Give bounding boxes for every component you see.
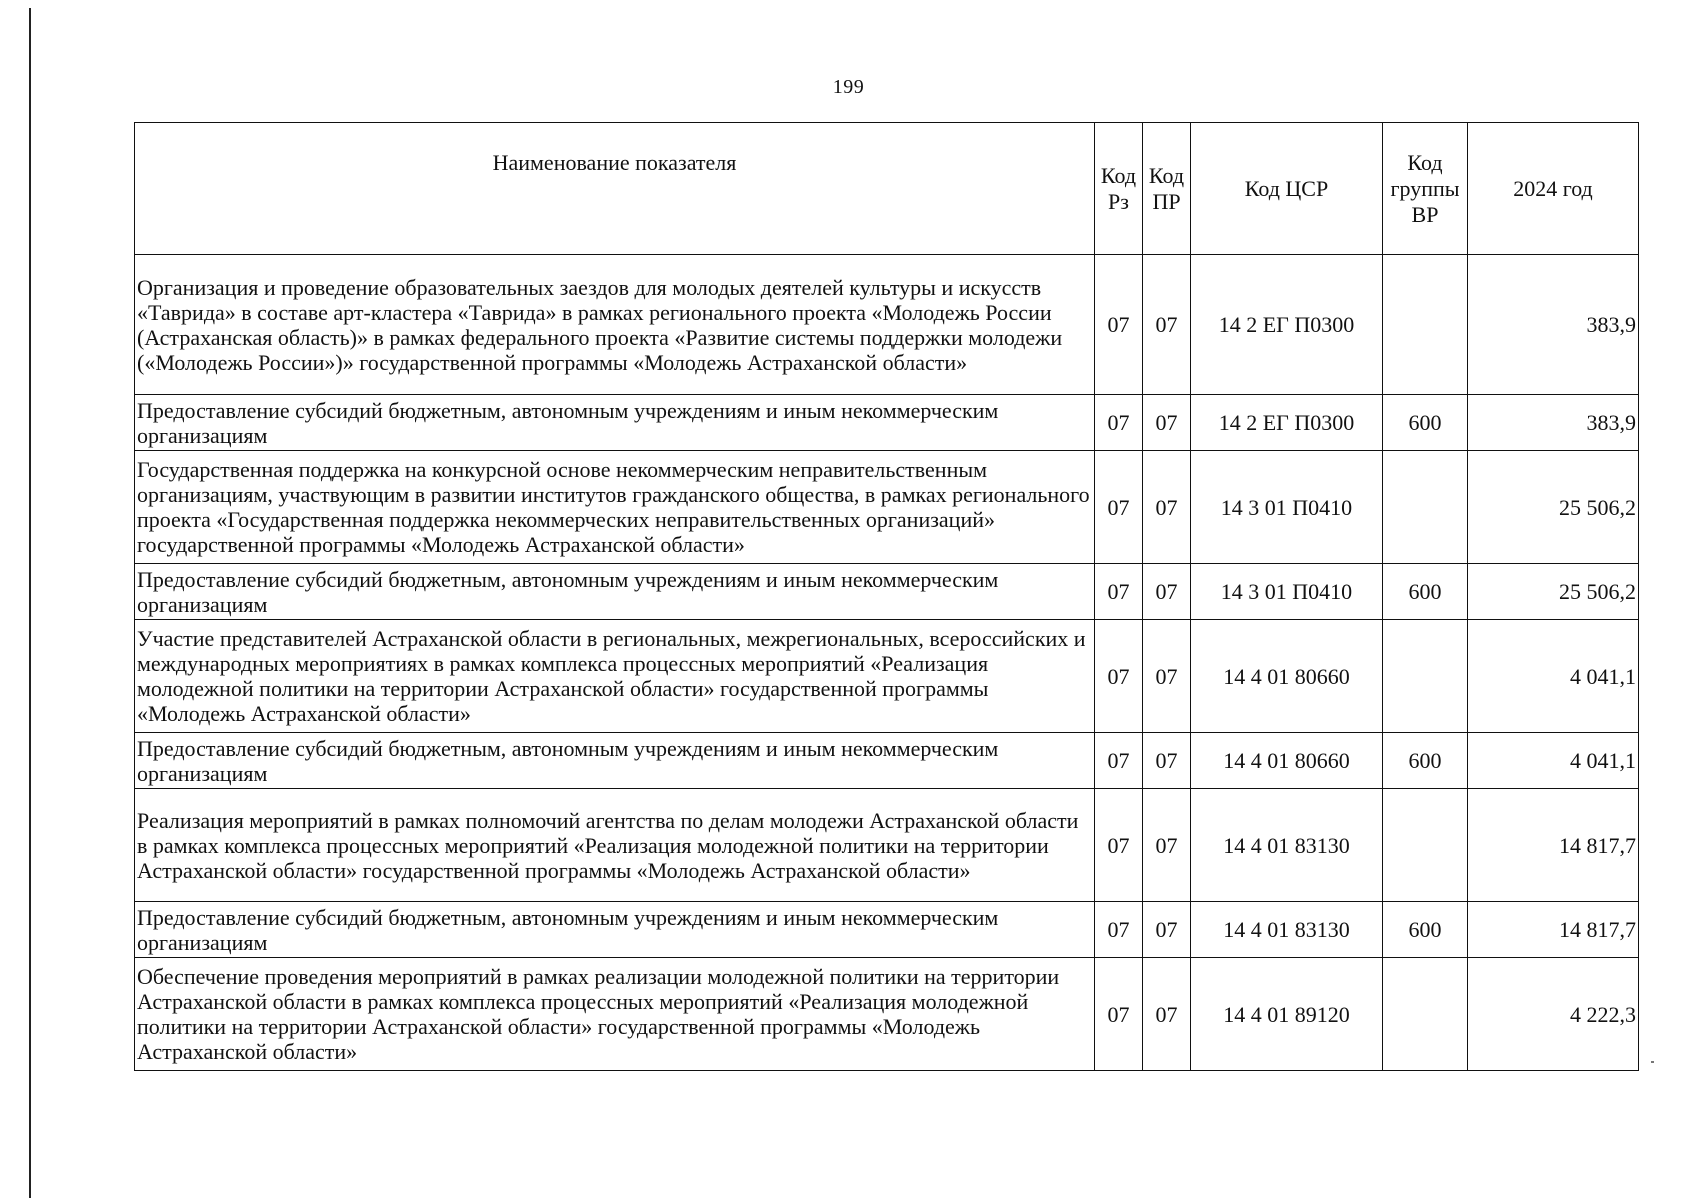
row-name: Участие представителей Астраханской области в региональных, межрегиональных, всероссийских и международных мероприятиях в рамках комплекса процессных мероприятий «Реализация молодежной политики на территории Астраханской области» государственной программы «Молодежь Астраханской области»: [135, 620, 1095, 733]
row-csr: 14 4 01 80660: [1191, 620, 1383, 733]
row-pr: 07: [1143, 733, 1191, 789]
table-row: [135, 395, 1639, 451]
row-csr: 14 4 01 83130: [1191, 789, 1383, 902]
row-amount: 14 817,7: [1468, 789, 1639, 902]
row-amount: 14 817,7: [1468, 902, 1639, 958]
row-rz: 07: [1095, 620, 1143, 733]
row-rz: 07: [1095, 789, 1143, 902]
row-vr: [1383, 620, 1468, 733]
row-amount: 25 506,2: [1468, 564, 1639, 620]
row-csr: 14 3 01 П0410: [1191, 564, 1383, 620]
row-rz: 07: [1095, 255, 1143, 395]
row-vr: [1383, 789, 1468, 902]
row-pr: 07: [1143, 255, 1191, 395]
row-pr: 07: [1143, 564, 1191, 620]
table-row: [135, 620, 1639, 733]
row-name: Организация и проведение образовательных заездов для молодых деятелей культуры и искусств «Таврида» в составе арт-кластера «Таврида» в рамках регионального проекта «Молодежь России (Астраханская область)» в рамках федерального проекта «Развитие системы поддержки молодежи («Молодежь России»)» государственной программы «Молодежь Астраханской области»: [135, 255, 1095, 395]
row-vr: [1383, 958, 1468, 1071]
row-vr: 600: [1383, 902, 1468, 958]
row-pr: 07: [1143, 451, 1191, 564]
row-csr: 14 4 01 80660: [1191, 733, 1383, 789]
row-amount: 25 506,2: [1468, 451, 1639, 564]
page-number: 199: [832, 76, 865, 98]
table-row: [135, 789, 1639, 902]
row-csr: 14 4 01 89120: [1191, 958, 1383, 1071]
row-name: Государственная поддержка на конкурсной основе некоммерческим неправительственным организациям, участвующим в развитии институтов гражданского общества, в рамках регионального проекта «Государственная поддержка некоммерческих неправительственных организаций» государственной программы «Молодежь Астраханской области»: [135, 451, 1095, 564]
header-name: Наименование показателя: [135, 123, 1095, 255]
row-pr: 07: [1143, 620, 1191, 733]
row-vr: [1383, 451, 1468, 564]
row-rz: 07: [1095, 733, 1143, 789]
header-vr: Код группы ВР: [1383, 123, 1468, 255]
binding-margin-line: [29, 8, 31, 1198]
row-rz: 07: [1095, 902, 1143, 958]
header-csr: Код ЦСР: [1191, 123, 1383, 255]
row-pr: 07: [1143, 902, 1191, 958]
row-rz: 07: [1095, 958, 1143, 1071]
row-amount: 4 041,1: [1468, 620, 1639, 733]
budget-table: [134, 122, 1639, 1071]
row-rz: 07: [1095, 451, 1143, 564]
row-pr: 07: [1143, 789, 1191, 902]
row-name: Предоставление субсидий бюджетным, автономным учреждениям и иным некоммерческим организациям: [135, 733, 1095, 789]
row-vr: 600: [1383, 564, 1468, 620]
row-csr: 14 2 ЕГ П0300: [1191, 255, 1383, 395]
row-csr: 14 4 01 83130: [1191, 902, 1383, 958]
table-header-row: [135, 123, 1639, 255]
table-row: [135, 902, 1639, 958]
row-csr: 14 3 01 П0410: [1191, 451, 1383, 564]
table-row: [135, 733, 1639, 789]
scan-speck: [1651, 1061, 1654, 1063]
header-pr: Код ПР: [1143, 123, 1191, 255]
table-row: [135, 564, 1639, 620]
row-pr: 07: [1143, 395, 1191, 451]
row-name: Предоставление субсидий бюджетным, автономным учреждениям и иным некоммерческим организациям: [135, 902, 1095, 958]
table-row: [135, 958, 1639, 1071]
row-amount: 383,9: [1468, 255, 1639, 395]
row-rz: 07: [1095, 564, 1143, 620]
row-name: Предоставление субсидий бюджетным, автономным учреждениям и иным некоммерческим организациям: [135, 395, 1095, 451]
table-row: [135, 451, 1639, 564]
row-name: Обеспечение проведения мероприятий в рамках реализации молодежной политики на территории Астраханской области в рамках комплекса процессных мероприятий «Реализация молодежной политики на территории Астраханской области» государственной программы «Молодежь Астраханской области»: [135, 958, 1095, 1071]
table-row: [135, 255, 1639, 395]
row-name: Предоставление субсидий бюджетным, автономным учреждениям и иным некоммерческим организациям: [135, 564, 1095, 620]
row-pr: 07: [1143, 958, 1191, 1071]
row-rz: 07: [1095, 395, 1143, 451]
header-rz: Код Рз: [1095, 123, 1143, 255]
row-name: Реализация мероприятий в рамках полномочий агентства по делам молодежи Астраханской области в рамках комплекса процессных мероприятий «Реализация молодежной политики на территории Астраханской области» государственной программы «Молодежь Астраханской области»: [135, 789, 1095, 902]
row-amount: 4 222,3: [1468, 958, 1639, 1071]
row-vr: 600: [1383, 733, 1468, 789]
row-vr: [1383, 255, 1468, 395]
row-csr: 14 2 ЕГ П0300: [1191, 395, 1383, 451]
row-amount: 4 041,1: [1468, 733, 1639, 789]
row-amount: 383,9: [1468, 395, 1639, 451]
row-vr: 600: [1383, 395, 1468, 451]
header-year: 2024 год: [1468, 123, 1639, 255]
